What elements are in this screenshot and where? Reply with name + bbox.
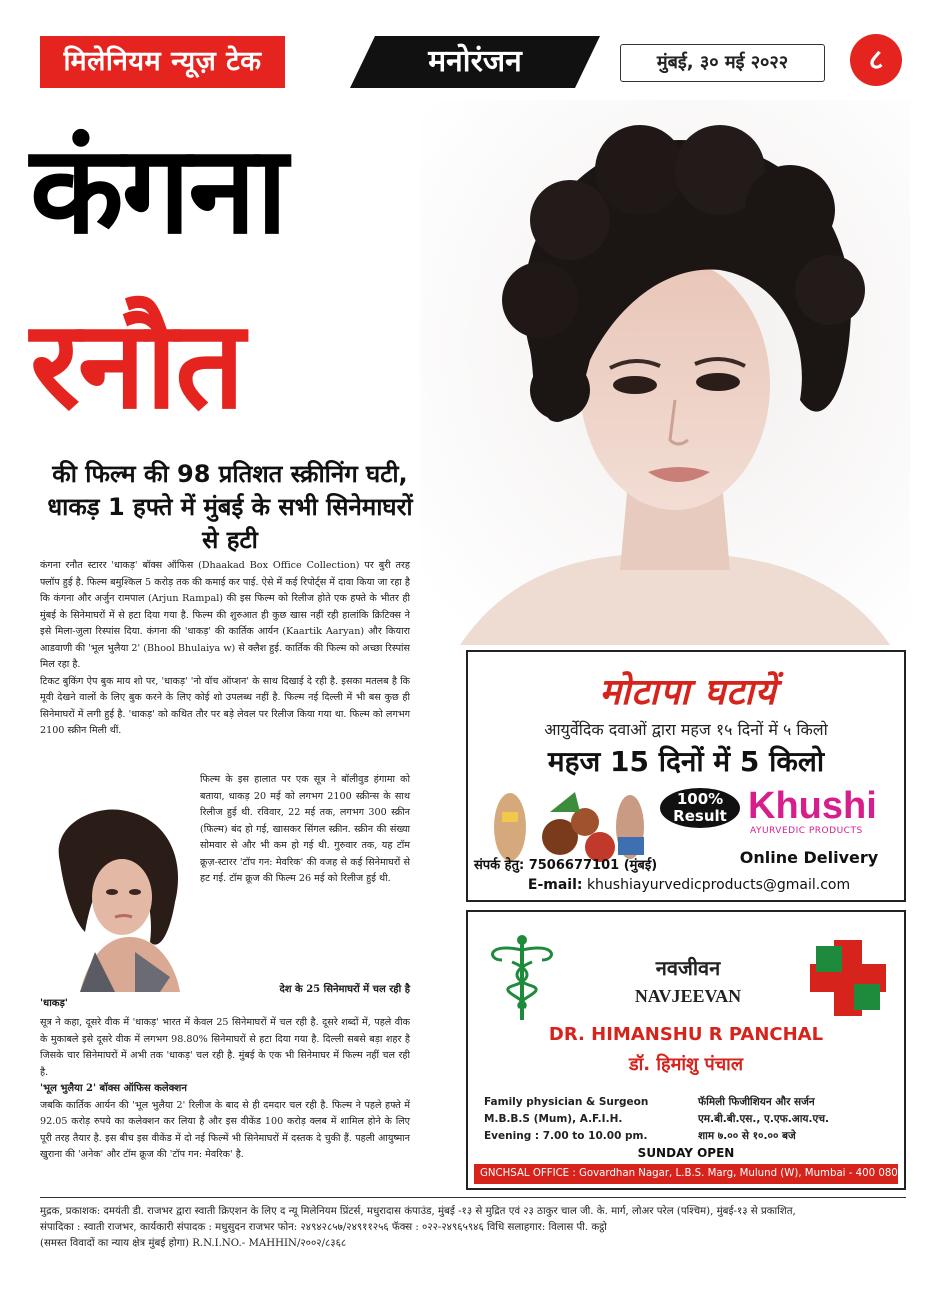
hero-photo bbox=[420, 100, 910, 645]
contact-email bbox=[474, 877, 904, 893]
headline-last-name: रनौत bbox=[30, 294, 243, 436]
email-label: E-mail: bbox=[527, 877, 583, 893]
article-bottom-column bbox=[40, 1015, 410, 1164]
clinic-name-english: NAVJEEVAN bbox=[634, 986, 742, 1006]
clinic-name-hindi: नवजीवन bbox=[655, 956, 721, 980]
inset-portrait-image bbox=[40, 802, 190, 992]
masthead: मिलेनियम न्यूज़ टेक bbox=[40, 36, 285, 88]
doctor-name-english: DR. HIMANSHU R PANCHAL bbox=[548, 1024, 824, 1045]
headline-first-name: कंगना bbox=[30, 119, 286, 261]
article-paragraph: जबकि कार्तिक आर्यन की 'भूल भुलैया 2' रिलीज के बाद से ही दमदार चल रही है. फिल्म ने पहले हफ्ते में 92.05 करोड़ रुपये का कलेक्शन कर लिया है और इस वीकेंड 100 करोड़ क्लब में शामिल होने के लिए पूरी तरह तैयार है. इस बीच इस वीकेंड में दो नई फिल्में भी सिनेमाघरों में दस्तक दे चुकी हैं. पहली आयुष्मान खुराना की 'अनेक' और टॉम क्रूज की 'टॉप गन: मेवरिक' है. bbox=[40, 1099, 410, 1160]
article-subheading-continued: 'धाकड़' bbox=[40, 998, 68, 1009]
article-subheading: 'भूल भुलैया 2' बॉक्स ऑफिस कलेक्शन bbox=[40, 1083, 187, 1094]
timing-english: Evening : 7.00 to 10.00 pm. bbox=[484, 1130, 648, 1142]
article-paragraph: सूत्र ने कहा, दूसरे वीक में 'धाकड़' भारत में केवल 25 सिनेमाघरों में चल रही है. दूसरे शब्दों में, पहले वीक के मुकाबले इसे दूसरे वीक में लगभग 98.80% सिनेमाघरों से हटा दिया गया है. दिल्ली सबसे बड़ा शहर है जिसके चार सिनेमाघरों में अभी तक 'धाकड़' चल रही है. मुंबई के एक भी सिनेमाघर में फिल्म नहीं चल रही है. bbox=[40, 1017, 410, 1078]
issue-date: मुंबई, ३० मई २०२२ bbox=[620, 44, 825, 82]
page-number: ८ bbox=[850, 34, 902, 86]
delivery-text: Online Delivery bbox=[739, 848, 879, 867]
clinic-details-hindi bbox=[698, 1094, 898, 1145]
article-side-column bbox=[200, 772, 410, 888]
imprint-line: संपादिका : स्वाती राजभर, कार्यकारी संपादक : मधुसुदन राजभर फोन: २४९४२८५७/२४९११२५६ फॅक्स : ०२२-२४९६५९४६ विधि सलाहगार: विलास पी. कट्ठो bbox=[40, 1222, 607, 1233]
email-address: khushiayurvedicproducts@gmail.com bbox=[586, 877, 851, 893]
ad-offer: महज 15 दिनों में 5 किलो bbox=[547, 745, 825, 778]
article-paragraph: फिल्म के इस हालात पर एक सूत्र ने बॉलीवुड हंगामा को बताया, धाकड़ 20 मई को लगभग 2100 स्क्रीन्स के साथ रिलीज हुई थी. रविवार, 22 मई तक, लगभग 300 स्क्रीन (फिल्म) बंद हो गई, खासकर सिंगल स्क्रीन. स्क्रीन की संख्या सोमवार से और भी कम हो गई थी. गुरुवार तक, यह टॉम क्रूज़-स्टारर 'टॉप गन: मेवरिक' की वजह से कई सिनेमाघरों से हट गई. टॉम क्रूज की फिल्म 26 मई को रिलीज हुई थी. bbox=[200, 774, 410, 884]
article-subheading: देश के 25 सिनेमाघरों में चल रही है bbox=[279, 984, 410, 995]
qualification-english: M.B.B.S (Mum), A.F.I.H. bbox=[484, 1113, 623, 1125]
imprint-line: मुद्रक, प्रकाशक: दमयंती डी. राजभर द्वारा स्वाती क्रिएशन के लिए द न्यू मिलेनियम प्रिंटर्स, मधुरादास कंपाउंड, मुंबई -१३ से मुद्रित एवं २३ ठाकुर चाल जी. के. मार्ग, लोअर परेल (पश्चिम), मुंबई-१३ से प्रकाशित, bbox=[40, 1206, 796, 1217]
article-lead-column bbox=[40, 558, 410, 740]
portrait-image bbox=[420, 100, 910, 645]
timing-hindi: शाम ७.०० से १०.०० बजे bbox=[698, 1130, 796, 1142]
brand-logo: Khushi bbox=[748, 785, 877, 827]
clinic-office-address: GNCHSAL OFFICE : Govardhan Nagar, L.B.S. Marg, Mulund (W), Mumbai - 400 080 bbox=[474, 1164, 898, 1184]
doctor-name-hindi: डॉ. हिमांशु पंचाल bbox=[628, 1054, 744, 1075]
medical-cross-icon bbox=[808, 938, 888, 1018]
imprint-footer bbox=[40, 1204, 906, 1252]
ad-title: मोटापा घटायें bbox=[599, 672, 777, 713]
sunday-open-notice: SUNDAY OPEN bbox=[637, 1146, 735, 1160]
result-badge bbox=[660, 788, 740, 828]
qualification-hindi: एम.बी.बी.एस., ए.एफ.आय.एच. bbox=[698, 1113, 829, 1125]
brand-subtitle: AYURVEDIC PRODUCTS bbox=[750, 826, 863, 836]
clinic-advertisement bbox=[466, 910, 906, 1190]
subheadline: की फिल्म की 98 प्रतिशत स्क्रीनिंग घटी, धाकड़ 1 हफ्ते में मुंबई के सभी सिनेमाघरों से हटी bbox=[47, 460, 413, 554]
specialty-english: Family physician & Surgeon bbox=[484, 1096, 649, 1108]
contact-number: संपर्क हेतु: 7506677101 (मुंबई) bbox=[474, 858, 658, 873]
ad-tagline: आयुर्वेदिक दवाओं द्वारा महज १५ दिनों में ५ किलो bbox=[544, 720, 828, 739]
article-paragraph: टिकट बुकिंग ऐप बुक माय शो पर, 'धाकड़' 'नो वॉच ऑप्शन' के साथ दिखाई दे रही है. इसका मतलब है कि मूवी देखने वालों के लिए बुक करने के लिए कोई शो उपलब्ध नहीं है. फिल्म नई दिल्ली में भी बस कुछ ही सिनेमाघरों में लगी हुई है. 'धाकड़' को कथित तौर पर बड़े लेवल पर रिलीज किया गया था. फिल्म को लगभग 2100 स्क्रीन मिली थीं. bbox=[40, 675, 410, 736]
article-paragraph: कंगना रनौत स्टारर 'धाकड़' बॉक्स ऑफिस (Dhaakad Box Office Collection) पर बुरी तरह फ्लॉप हुई है. फिल्म बमुश्किल 5 करोड़ तक की कमाई कर पाई. ऐसे में कई रिपोर्ट्स में दावा किया जा रहा है कि कंगना और अर्जुन रामपाल (Arjun Rampal) की इस फिल्म को रिलीज होते एक हफ्ते के भीतर ही मुंबई के सिनेमाघरों में से हटा दिया गया है. फिल्म की शुरुआत ही कुछ खास नहीं रही हालांकि क्रिटिक्स ने इसे मिला-जुला रिस्पांस दिया. कंगना की 'धाकड़' की कार्तिक आर्यन (Kaartik Aaryan) और कियारा आडवाणी की 'भूल भुलैया 2' (Bhool Bhulaiya w) से क्लैश हुई. कार्तिक की फिल्म को अच्छा रिस्पांस मिल रहा है. bbox=[40, 560, 410, 670]
result-badge-label: Result bbox=[673, 807, 727, 825]
specialty-hindi: फॅमिली फिजीशियन और सर्जन bbox=[698, 1096, 815, 1108]
imprint-line: (समस्त विवादों का न्याय क्षेत्र मुंबई होगा) R.N.I.NO.- MAHHIN/२००२/८३६८ bbox=[40, 1238, 347, 1249]
footer-divider bbox=[40, 1197, 906, 1198]
weight-loss-advertisement bbox=[466, 650, 906, 902]
section-name: मनोरंजन bbox=[428, 44, 522, 79]
inset-photo bbox=[40, 802, 190, 992]
section-banner bbox=[350, 36, 600, 88]
clinic-details-english bbox=[484, 1094, 684, 1145]
caduceus-icon bbox=[482, 932, 562, 1022]
result-badge-percent: 100% bbox=[676, 790, 724, 808]
